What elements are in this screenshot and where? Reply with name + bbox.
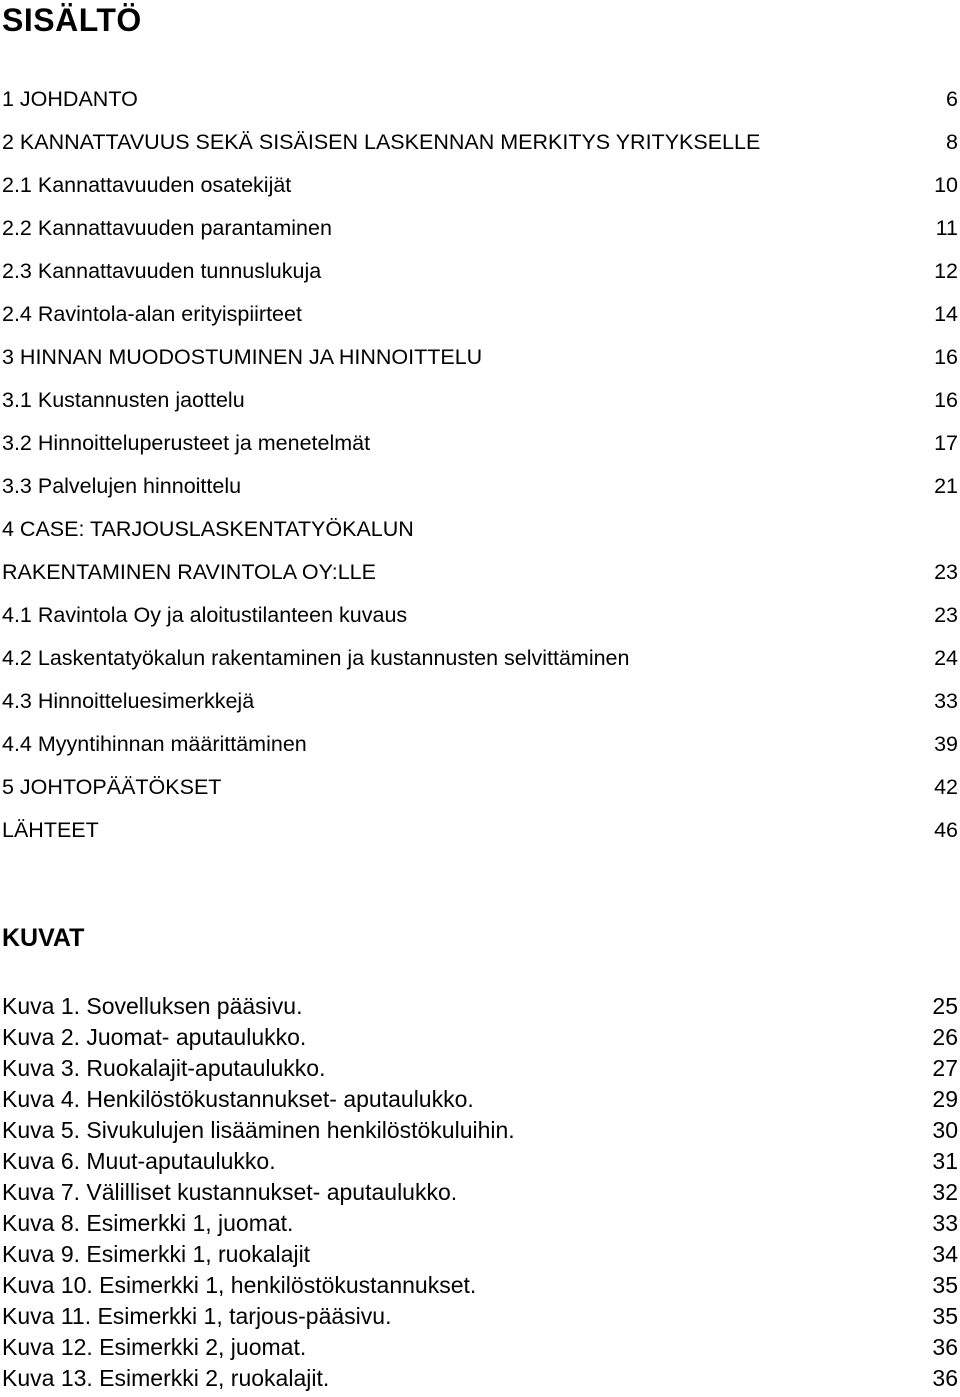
toc-row[interactable] bbox=[2, 508, 958, 551]
page-title: SISÄLTÖ bbox=[2, 2, 142, 38]
toc-entry-label: 1 JOHDANTO bbox=[2, 87, 138, 111]
toc-row[interactable] bbox=[2, 164, 958, 207]
toc-entry-page: 12 bbox=[934, 259, 958, 283]
figure-row[interactable] bbox=[2, 1239, 958, 1270]
toc-row[interactable] bbox=[2, 680, 958, 723]
toc-entry-label: 4.1 Ravintola Oy ja aloitustilanteen kuvaus bbox=[2, 603, 408, 627]
figure-row[interactable] bbox=[2, 1301, 958, 1332]
toc-entry-label: 2.3 Kannattavuuden tunnuslukuja bbox=[2, 259, 322, 283]
figure-row[interactable] bbox=[2, 1363, 958, 1394]
figure-entry-page: 36 bbox=[932, 1334, 958, 1360]
toc-row[interactable] bbox=[2, 594, 958, 637]
figure-entry-page: 34 bbox=[932, 1241, 958, 1267]
figure-entry-page: 30 bbox=[932, 1117, 958, 1143]
toc-entry-page: 42 bbox=[934, 775, 958, 799]
figure-row[interactable] bbox=[2, 1332, 958, 1363]
toc-entry-label: 2.2 Kannattavuuden parantaminen bbox=[2, 216, 332, 240]
toc-row[interactable] bbox=[2, 422, 958, 465]
figure-entry-page: 33 bbox=[932, 1210, 958, 1236]
figure-entry-label: Kuva 2. Juomat- aputaulukko. bbox=[2, 1024, 307, 1050]
figure-entry-label: Kuva 9. Esimerkki 1, ruokalajit bbox=[2, 1241, 311, 1267]
toc-entry-label: 2.4 Ravintola-alan erityispiirteet bbox=[2, 302, 302, 326]
figure-entry-page: 32 bbox=[932, 1179, 958, 1205]
figure-entry-page: 35 bbox=[932, 1272, 958, 1298]
figure-entry-label: Kuva 8. Esimerkki 1, juomat. bbox=[2, 1210, 294, 1236]
figure-entry-page: 36 bbox=[932, 1365, 958, 1391]
figure-entry-label: Kuva 11. Esimerkki 1, tarjous-pääsivu. bbox=[2, 1303, 392, 1329]
toc-row[interactable] bbox=[2, 637, 958, 680]
toc-entry-page: 23 bbox=[934, 560, 958, 584]
toc-entry-label: 3.3 Palvelujen hinnoittelu bbox=[2, 474, 242, 498]
toc-entry-label: 2 KANNATTAVUUS SEKÄ SISÄISEN LASKENNAN MERKITYS YRITYKSELLE bbox=[2, 130, 761, 154]
figure-row[interactable] bbox=[2, 1146, 958, 1177]
figure-entry-page: 25 bbox=[932, 993, 958, 1019]
figure-entry-label: Kuva 10. Esimerkki 1, henkilöstökustannukset. bbox=[2, 1272, 477, 1298]
toc-entry-page: 6 bbox=[946, 87, 958, 111]
toc-entry-label: 3 HINNAN MUODOSTUMINEN JA HINNOITTELU bbox=[2, 345, 483, 369]
figure-entry-label: Kuva 6. Muut-aputaulukko. bbox=[2, 1148, 276, 1174]
toc-entry-label: RAKENTAMINEN RAVINTOLA OY:LLE bbox=[2, 560, 376, 584]
toc-row[interactable] bbox=[2, 379, 958, 422]
toc-entry-page: 11 bbox=[935, 216, 958, 240]
toc-entry-page: 10 bbox=[934, 173, 958, 197]
figure-entry-page: 31 bbox=[932, 1148, 958, 1174]
toc-entry-label: 4.4 Myyntihinnan määrittäminen bbox=[2, 732, 307, 756]
toc-row[interactable] bbox=[2, 465, 958, 508]
toc-entry-label: 5 JOHTOPÄÄTÖKSET bbox=[2, 775, 222, 799]
figure-entry-label: Kuva 1. Sovelluksen pääsivu. bbox=[2, 993, 303, 1019]
figure-row[interactable] bbox=[2, 991, 958, 1022]
figure-entry-label: Kuva 12. Esimerkki 2, juomat. bbox=[2, 1334, 307, 1360]
figure-entry-page: 27 bbox=[932, 1055, 958, 1081]
figure-entry-label: Kuva 4. Henkilöstökustannukset- aputaulukko. bbox=[2, 1086, 474, 1112]
figure-row[interactable] bbox=[2, 1084, 958, 1115]
figure-entry-page: 35 bbox=[932, 1303, 958, 1329]
toc-entry-label: 2.1 Kannattavuuden osatekijät bbox=[2, 173, 292, 197]
toc-row[interactable] bbox=[2, 250, 958, 293]
toc-row[interactable] bbox=[2, 207, 958, 250]
toc-entry-page: 16 bbox=[934, 388, 958, 412]
toc-entry-label: 3.2 Hinnoitteluperusteet ja menetelmät bbox=[2, 431, 371, 455]
toc-entry-label: LÄHTEET bbox=[2, 818, 99, 842]
toc-entry-label: 4.2 Laskentatyökalun rakentaminen ja kustannusten selvittäminen bbox=[2, 646, 630, 670]
toc-entry-page: 14 bbox=[934, 302, 958, 326]
figure-row[interactable] bbox=[2, 1022, 958, 1053]
figure-row[interactable] bbox=[2, 1270, 958, 1301]
figure-row[interactable] bbox=[2, 1053, 958, 1084]
table-of-contents bbox=[2, 78, 958, 852]
list-of-figures bbox=[2, 991, 958, 1394]
toc-entry-page: 21 bbox=[934, 474, 958, 498]
toc-entry-page: 16 bbox=[934, 345, 958, 369]
toc-row[interactable] bbox=[2, 551, 958, 594]
figure-entry-page: 29 bbox=[932, 1086, 958, 1112]
toc-entry-page: 33 bbox=[934, 689, 958, 713]
toc-entry-page: 17 bbox=[934, 431, 958, 455]
toc-entry-label: 4.3 Hinnoitteluesimerkkejä bbox=[2, 689, 255, 713]
toc-row[interactable] bbox=[2, 809, 958, 852]
toc-entry-page: 24 bbox=[934, 646, 958, 670]
toc-row[interactable] bbox=[2, 766, 958, 809]
toc-entry-page: 46 bbox=[934, 818, 958, 842]
figure-entry-label: Kuva 5. Sivukulujen lisääminen henkilöstökuluihin. bbox=[2, 1117, 515, 1143]
toc-row[interactable] bbox=[2, 336, 958, 379]
figure-entry-label: Kuva 13. Esimerkki 2, ruokalajit. bbox=[2, 1365, 330, 1391]
toc-entry-label: 4 CASE: TARJOUSLASKENTATYÖKALUN bbox=[2, 517, 414, 541]
toc-row[interactable] bbox=[2, 293, 958, 336]
toc-entry-page: 8 bbox=[946, 130, 958, 154]
toc-row[interactable] bbox=[2, 78, 958, 121]
figure-entry-page: 26 bbox=[932, 1024, 958, 1050]
figure-row[interactable] bbox=[2, 1208, 958, 1239]
toc-entry-label: 3.1 Kustannusten jaottelu bbox=[2, 388, 245, 412]
toc-row[interactable] bbox=[2, 121, 958, 164]
figure-row[interactable] bbox=[2, 1115, 958, 1146]
toc-entry-page: 39 bbox=[934, 732, 958, 756]
figures-heading: KUVAT bbox=[2, 924, 85, 952]
figure-entry-label: Kuva 3. Ruokalajit-aputaulukko. bbox=[2, 1055, 326, 1081]
toc-entry-page: 23 bbox=[934, 603, 958, 627]
figure-entry-label: Kuva 7. Välilliset kustannukset- aputaulukko. bbox=[2, 1179, 458, 1205]
toc-row[interactable] bbox=[2, 723, 958, 766]
figure-row[interactable] bbox=[2, 1177, 958, 1208]
